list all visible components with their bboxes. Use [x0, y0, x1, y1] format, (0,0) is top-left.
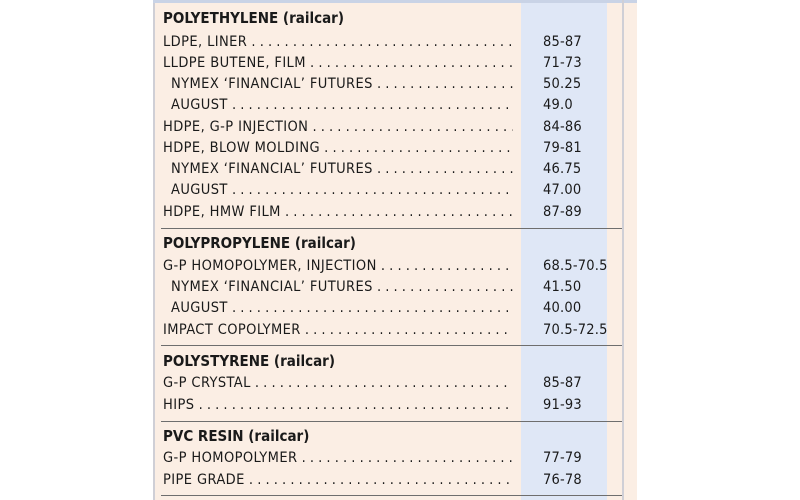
table-row: [163, 180, 619, 201]
section-divider: [161, 421, 623, 422]
resin-price-table: [153, 0, 637, 500]
table-row: [163, 74, 619, 95]
row-value: 47.00: [543, 182, 582, 198]
row-label: IMPACT COPOLYMER . . .: [163, 320, 513, 341]
row-label: G-P HOMOPOLYMER, INJECTION . . .: [163, 256, 513, 277]
section-divider: [161, 345, 623, 346]
table-row: [163, 95, 619, 116]
row-label: NYMEX ‘FINANCIAL’ FUTURES . . .: [171, 277, 513, 298]
row-label: NYMEX ‘FINANCIAL’ FUTURES . . .: [171, 74, 513, 95]
row-label: AUGUST . . .: [171, 180, 513, 201]
row-label: PIPE GRADE . . .: [163, 470, 513, 491]
section-divider: [161, 495, 623, 496]
row-value: 85-87: [543, 34, 582, 50]
row-value: 84-86: [543, 119, 582, 135]
row-label: HDPE, G-P INJECTION . . .: [163, 117, 513, 138]
table-row: [163, 470, 619, 491]
table-row: [163, 202, 619, 223]
table-row: [163, 373, 619, 394]
section-heading-polystyrene: POLYSTYRENE (railcar): [163, 352, 336, 370]
row-value: 71-73: [543, 55, 582, 71]
row-value: 77-79: [543, 450, 582, 466]
table-row: [163, 138, 619, 159]
table-row: [163, 53, 619, 74]
row-value: 46.75: [543, 161, 582, 177]
row-value: 68.5-70.5: [543, 258, 608, 274]
row-value: 50.25: [543, 76, 582, 92]
row-label: HDPE, BLOW MOLDING . . .: [163, 138, 513, 159]
row-label: AUGUST . . .: [171, 298, 513, 319]
row-value: 76-78: [543, 472, 582, 488]
table-row: [163, 159, 619, 180]
row-label: HIPS . . .: [163, 395, 513, 416]
table-row: [163, 448, 619, 469]
section-heading-polypropylene: POLYPROPYLENE (railcar): [163, 234, 356, 252]
row-label: G-P CRYSTAL . . .: [163, 373, 513, 394]
row-value: 70.5-72.5: [543, 322, 608, 338]
row-value: 41.50: [543, 279, 582, 295]
table-row: [163, 256, 619, 277]
row-label: HDPE, HMW FILM . . .: [163, 202, 513, 223]
top-rule: [153, 0, 637, 3]
table-row: [163, 117, 619, 138]
row-label: LLDPE BUTENE, FILM . . .: [163, 53, 513, 74]
section-heading-polyethylene: POLYETHYLENE (railcar): [163, 9, 345, 27]
table-row: [163, 395, 619, 416]
table-row: [163, 277, 619, 298]
row-value: 49.0: [543, 97, 573, 113]
row-value: 79-81: [543, 140, 582, 156]
row-value: 40.00: [543, 300, 582, 316]
section-heading-pvc-resin: PVC RESIN (railcar): [163, 427, 310, 445]
row-label: NYMEX ‘FINANCIAL’ FUTURES . . .: [171, 159, 513, 180]
row-label: LDPE, LINER . . .: [163, 32, 513, 53]
table-row: [163, 320, 619, 341]
row-label: AUGUST . . .: [171, 95, 513, 116]
row-label: G-P HOMOPOLYMER . . .: [163, 448, 513, 469]
row-value: 87-89: [543, 204, 582, 220]
table-row: [163, 32, 619, 53]
table-row: [163, 298, 619, 319]
section-divider: [161, 228, 623, 229]
row-value: 85-87: [543, 375, 582, 391]
row-value: 91-93: [543, 397, 582, 413]
